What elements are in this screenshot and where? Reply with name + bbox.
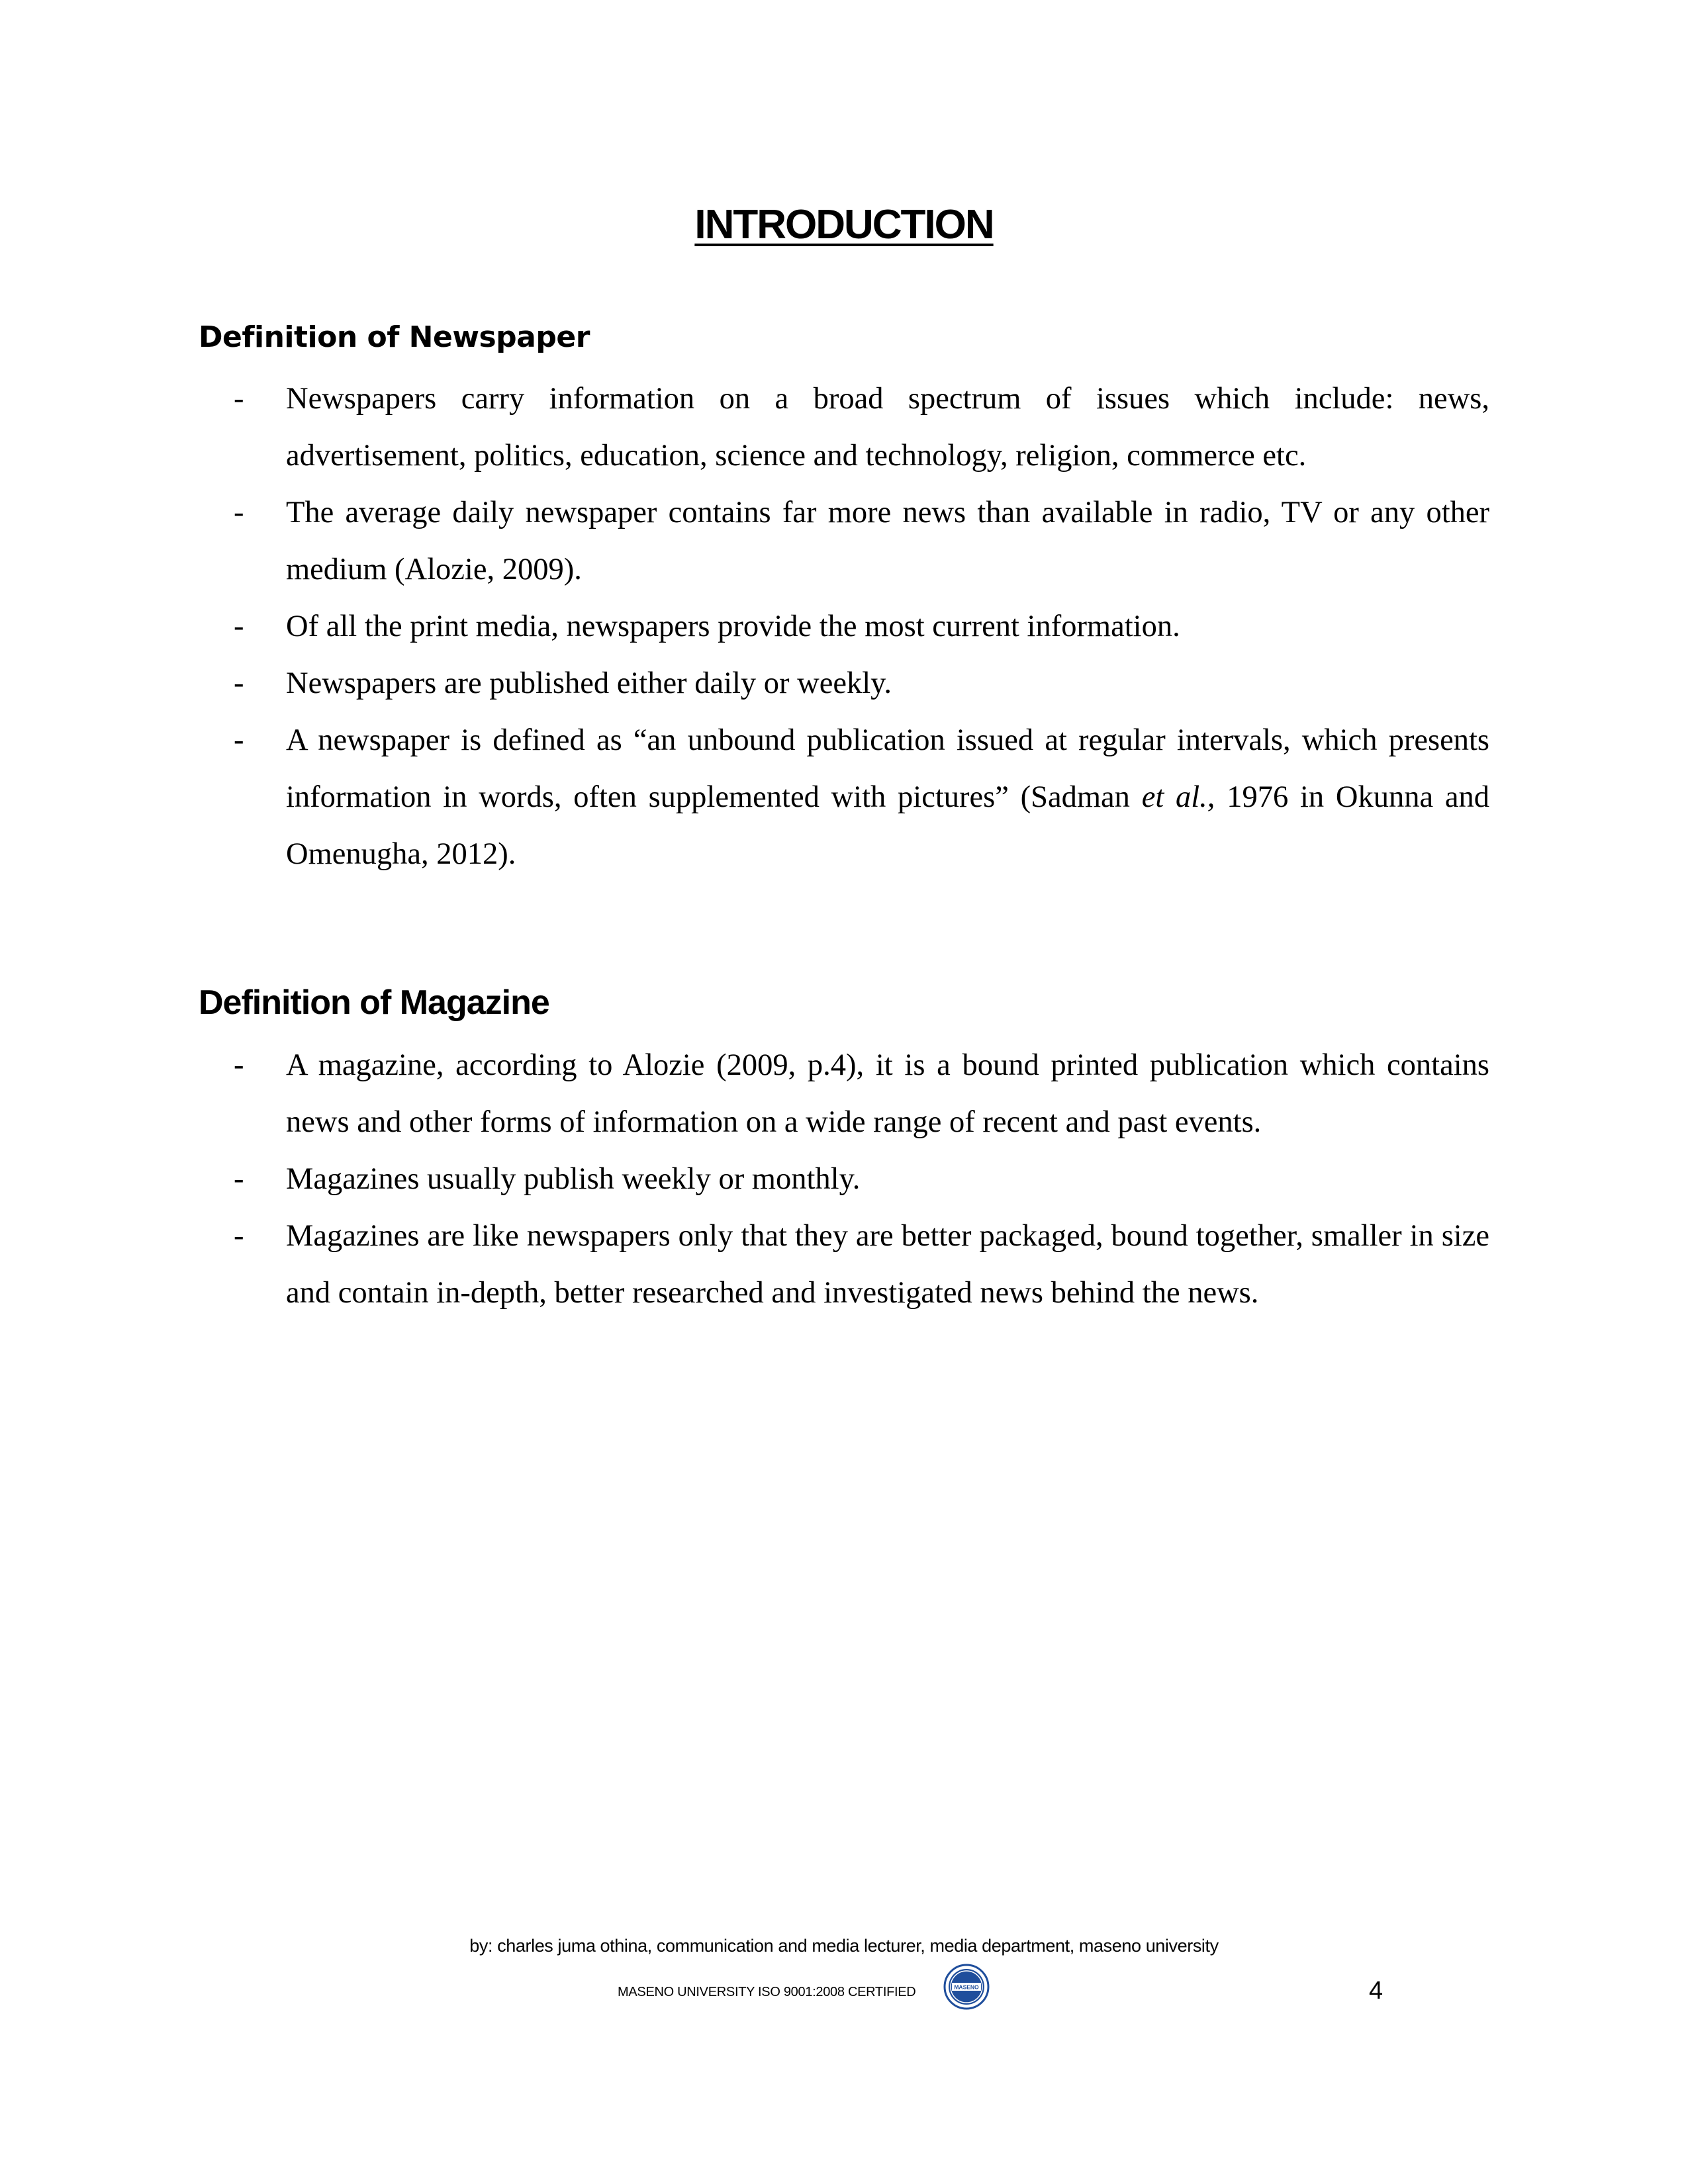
bullet-dash: - — [234, 496, 244, 529]
page-title-text: INTRODUCTION — [694, 202, 994, 248]
bullet-dash: - — [234, 666, 244, 700]
bullet-text: A magazine, according to Alozie (2009, p.4), it is a bound printed publication which contains news and other forms of information on a wide range of recent and past events. — [286, 1048, 1489, 1139]
list-item — [234, 1208, 1489, 1322]
footer-certification: MASENO UNIVERSITY ISO 9001:2008 CERTIFIED — [618, 1985, 916, 1999]
section-heading-magazine: Definition of Magazine — [199, 983, 549, 1022]
section-heading-newspaper: Definition of Newspaper — [199, 320, 590, 354]
bullet-dash: - — [234, 1219, 244, 1253]
list-item — [234, 1151, 1489, 1208]
bullet-text: Newspapers carry information on a broad spectrum of issues which include: news, advertisement, politics, education, science and technology, religion, commerce etc. — [286, 382, 1489, 473]
page-title — [0, 199, 1688, 251]
bullet-dash: - — [234, 382, 244, 416]
bullet-dash: - — [234, 610, 244, 643]
university-seal-icon — [943, 1964, 990, 2010]
bullet-text: Magazines usually publish weekly or monthly. — [286, 1162, 861, 1196]
list-item — [234, 598, 1489, 655]
bullet-dash: - — [234, 723, 244, 757]
list-item — [234, 655, 1489, 712]
section-magazine — [0, 976, 1688, 1322]
bullet-text-after: 1976 in Okunna and Omenugha, 2012). — [286, 780, 1490, 871]
section-newspaper — [0, 311, 1688, 883]
newspaper-bullet-list — [0, 371, 1688, 883]
list-item — [234, 371, 1489, 484]
footer-credit: by: charles juma othina, communication and media lecturer, media department, maseno university — [469, 1936, 1219, 1956]
bullet-text-before: A newspaper is defined as “an unbound publication issued at regular intervals, which presents information in words, often supplemented with pictures” (Sadman — [286, 723, 1489, 814]
bullet-dash: - — [234, 1048, 244, 1082]
magazine-bullet-list — [0, 1037, 1688, 1322]
bullet-text: Of all the print media, newspapers provide the most current information. — [286, 610, 1180, 643]
bullet-text: Magazines are like newspapers only that they are better packaged, bound together, smaller in size and contain in-depth, better researched and investigated news behind the news. — [286, 1219, 1489, 1310]
bullet-text-italic: et al., — [1141, 780, 1215, 814]
page-number: 4 — [1369, 1977, 1383, 2005]
list-item — [234, 484, 1489, 598]
bullet-text: Newspapers are published either daily or weekly. — [286, 666, 892, 700]
bullet-dash: - — [234, 1162, 244, 1196]
bullet-text: The average daily newspaper contains far more news than available in radio, TV or any other medium (Alozie, 2009). — [286, 496, 1489, 586]
list-item — [234, 1037, 1489, 1151]
list-item — [234, 712, 1490, 883]
seal-text: MASENO — [954, 1983, 979, 1991]
